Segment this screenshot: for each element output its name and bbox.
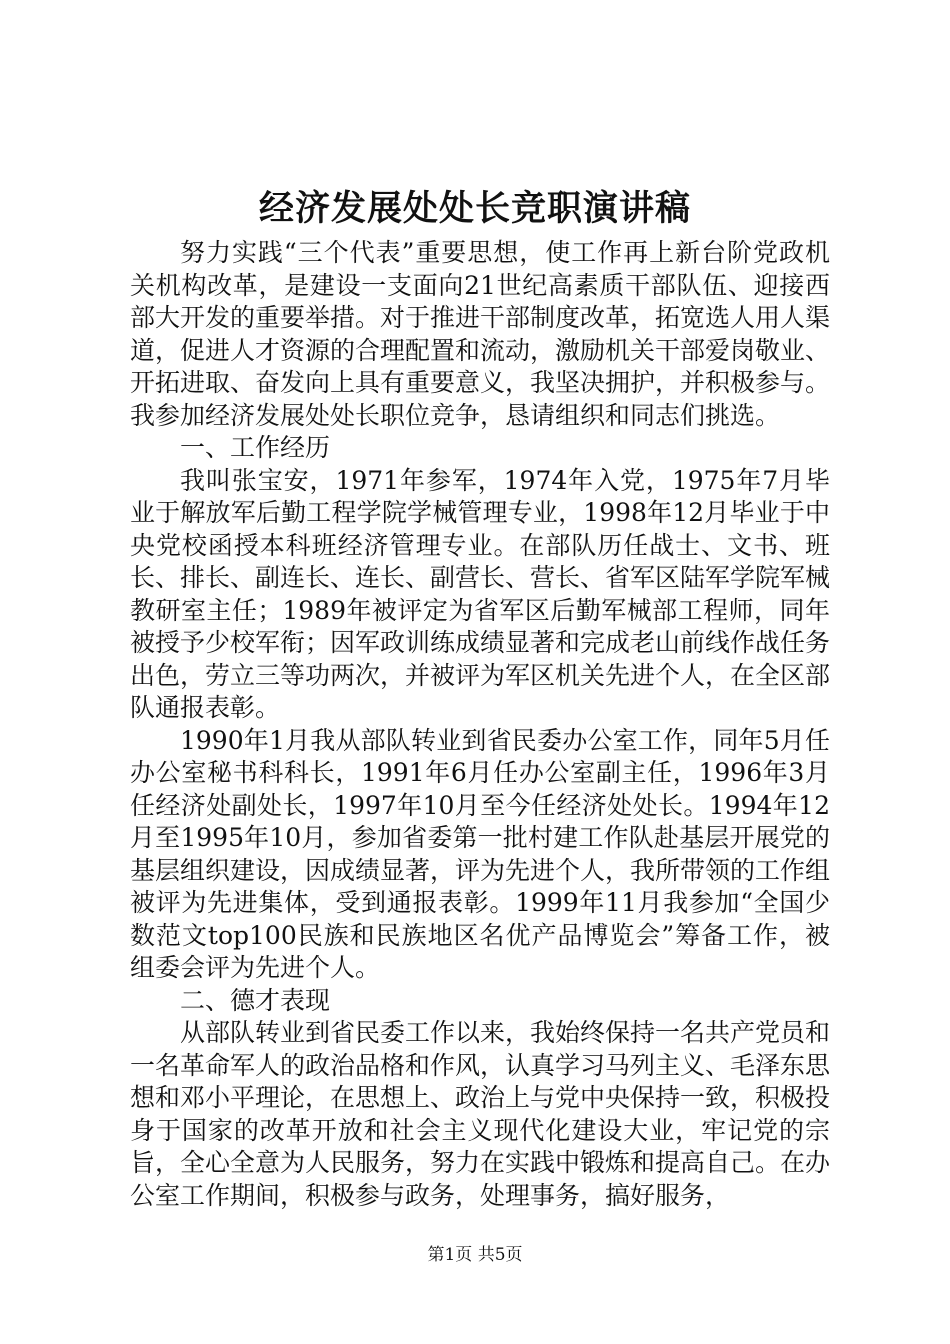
paragraph-military-career: 我叫张宝安，1971年参军，1974年入党，1975年7月毕业于解放军后勤工程学院学械管理专业，1998年12月毕业于中央党校函授本科班经济管理专业。在部队历任战士、文书、班长、排长、副连长、连长、副营长、营长、省军区陆军学院军械教研室主任；1989年被评定为省军区后勤军械部工程师，同年被授予少校军衔；因军政训练成绩显著和完成老山前线作战任务出色，劳立三等功两次，并被评为军区机关先进个人，在全区部队通报表彰。 (130, 465, 831, 722)
section-heading-performance: 二、德才表现 (180, 985, 331, 1015)
paragraph-intro: 努力实践“三个代表”重要思想，使工作再上新台阶党政机关机构改革，是建设一支面向21世纪高素质干部队伍、迎接西部大开发的重要举措。对于推进干部制度改革，拓宽选人用人渠道，促进人才资源的合理配置和流动，激励机关干部爱岗敬业、开拓进取、奋发向上具有重要意义，我坚决拥护，并积极参与。我参加经济发展处处长职位竞争，恳请组织和同志们挑选。 (130, 238, 831, 430)
document-title: 经济发展处处长竞职演讲稿 (258, 188, 691, 229)
section-heading-work-experience: 一、工作经历 (180, 433, 331, 462)
document-body (130, 237, 830, 1212)
page-number-footer: 第1页 共5页 (427, 1245, 523, 1265)
paragraph-civil-career: 1990年1月我从部队转业到省民委办公室工作，同年5月任办公室秘书科科长，1991年6月任办公室副主任，1996年3月任经济处副处长，1997年10月至今任经济处处长。1994年12月至1995年10月，参加省委第一批村建工作队赴基层开展党的基层组织建设，因成绩显著，评为先进个人，我所带领的工作组被评为先进集体，受到通报表彰。1999年11月我参加“全国少数范文top100民族和民族地区名优产品博览会”筹备工作，被组委会评为先进个人。 (130, 725, 831, 982)
paragraph-performance: 从部队转业到省民委工作以来，我始终保持一名共产党员和一名革命军人的政治品格和作风，认真学习马列主义、毛泽东思想和邓小平理论，在思想上、政治上与党中央保持一致，积极投身于国家的改革开放和社会主义现代化建设大业，牢记党的宗旨，全心全意为人民服务，努力在实践中锻炼和提高自己。在办公室工作期间，积极参与政务，处理事务，搞好服务， (130, 1018, 831, 1210)
